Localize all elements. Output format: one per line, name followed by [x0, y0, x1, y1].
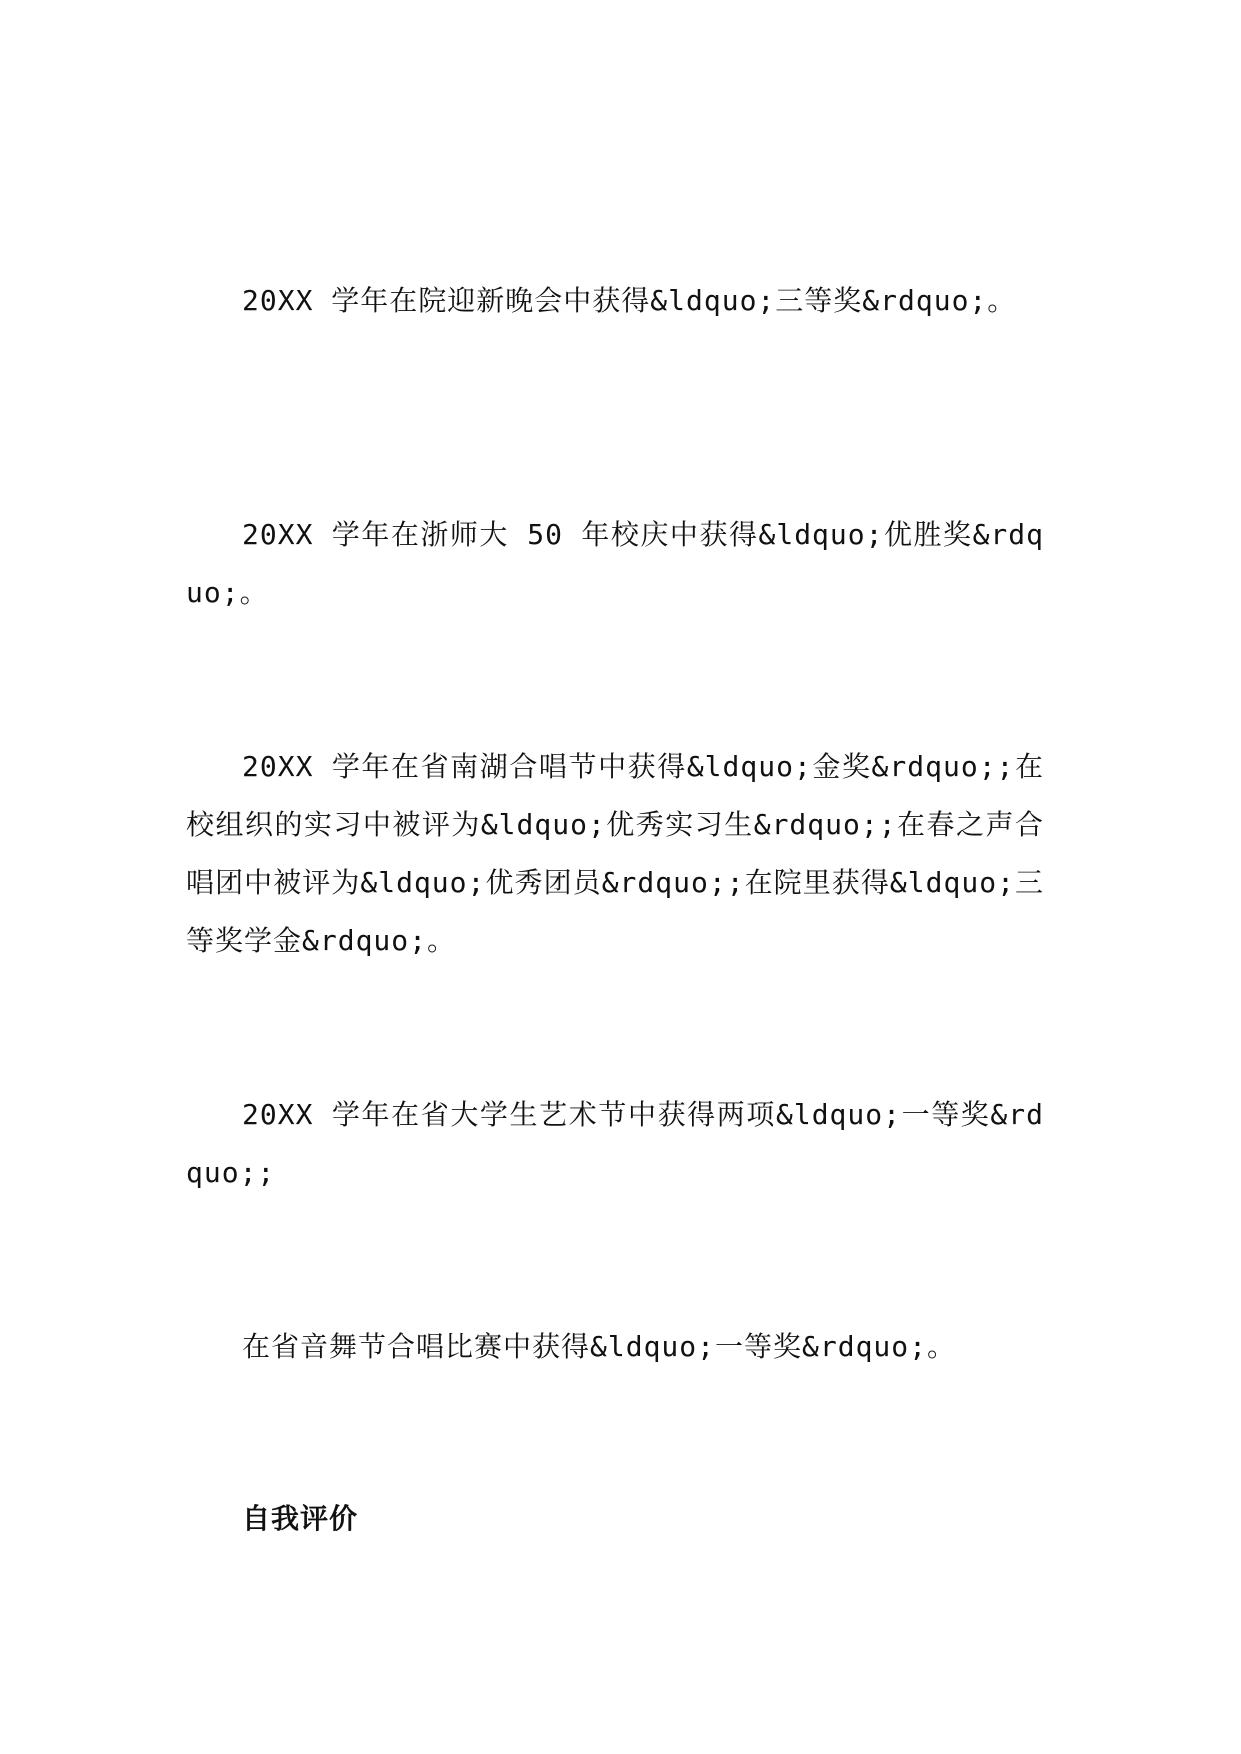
award-paragraph-4: 20XX 学年在省大学生艺术节中获得两项&ldquo;一等奖&rdquo;;: [186, 1098, 1044, 1189]
award-paragraph-5: 在省音舞节合唱比赛中获得&ldquo;一等奖&rdquo;。: [242, 1330, 957, 1363]
self-evaluation-heading: 自我评价: [242, 1502, 359, 1535]
award-paragraph-1: 20XX 学年在院迎新晚会中获得&ldquo;三等奖&rdquo;。: [242, 284, 1017, 317]
award-paragraph-3: 20XX 学年在省南湖合唱节中获得&ldquo;金奖&rdquo;;在校组织的实习中被评为&ldquo;优秀实习生&rdquo;;在春之声合唱团中被评为&ldquo;优秀团员&rdquo;;在院里获得&ldquo;三等奖学金&rdquo;。: [186, 750, 1044, 957]
award-paragraph-2: 20XX 学年在浙师大 50 年校庆中获得&ldquo;优胜奖&rdquo;。: [186, 518, 1044, 609]
